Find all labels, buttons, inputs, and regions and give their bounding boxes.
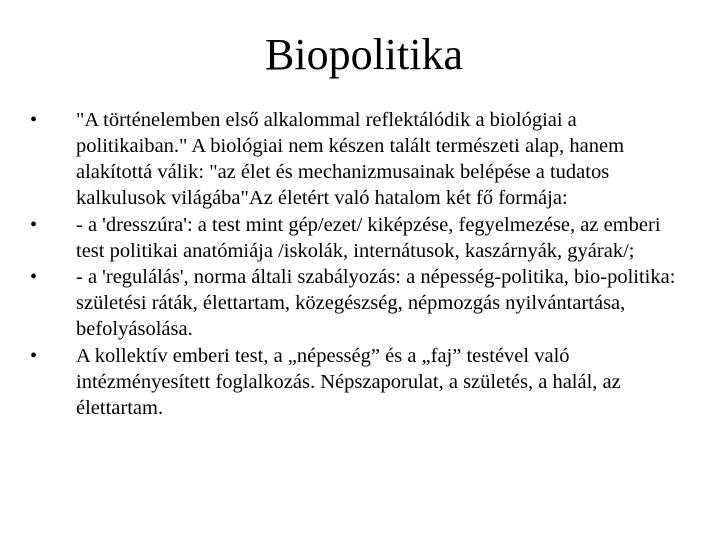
bullet-dot-icon: • <box>30 266 38 288</box>
bullet-item <box>0 107 720 211</box>
bullet-item <box>0 212 720 264</box>
bullet-text: A kollektív emberi test, a „népesség” és a „faj” testével való intézményesített foglalkozás. Népszaporulat, a születés, a halál, az élettartam. <box>76 344 621 419</box>
bullet-dot-icon: • <box>30 344 38 367</box>
bullet-dot-icon: • <box>30 213 38 236</box>
bullet-text: - a 'dresszúra': a test mint gép/ezet/ kiképzése, fegyelmezése, az emberi test politikai anatómiája /iskolák, internátusok, kaszárnyák, gyárak/; <box>76 213 661 262</box>
bullet-item <box>0 264 720 342</box>
bullet-item <box>0 343 720 421</box>
bullet-text: "A történelemben első alkalommal reflektálódik a biológiai a politikaiban." A biológiai nem készen talált természeti alap, hanem alakítottá válik: "az élet és mechanizmusainak belépése a tudatos kalkulusok világába"Az életért való hatalom két fő formája: <box>76 109 625 209</box>
slide-title: Biopolitika <box>265 30 463 79</box>
bullet-text: - a 'regulálás', norma általi szabályozás: a népesség-politika, bio-politika: születési ráták, élettartam, közegészség, népmozgás nyilvántartása, befolyásolása. <box>76 266 676 340</box>
bullet-dot-icon: • <box>30 109 38 131</box>
bullet-list <box>0 107 720 421</box>
